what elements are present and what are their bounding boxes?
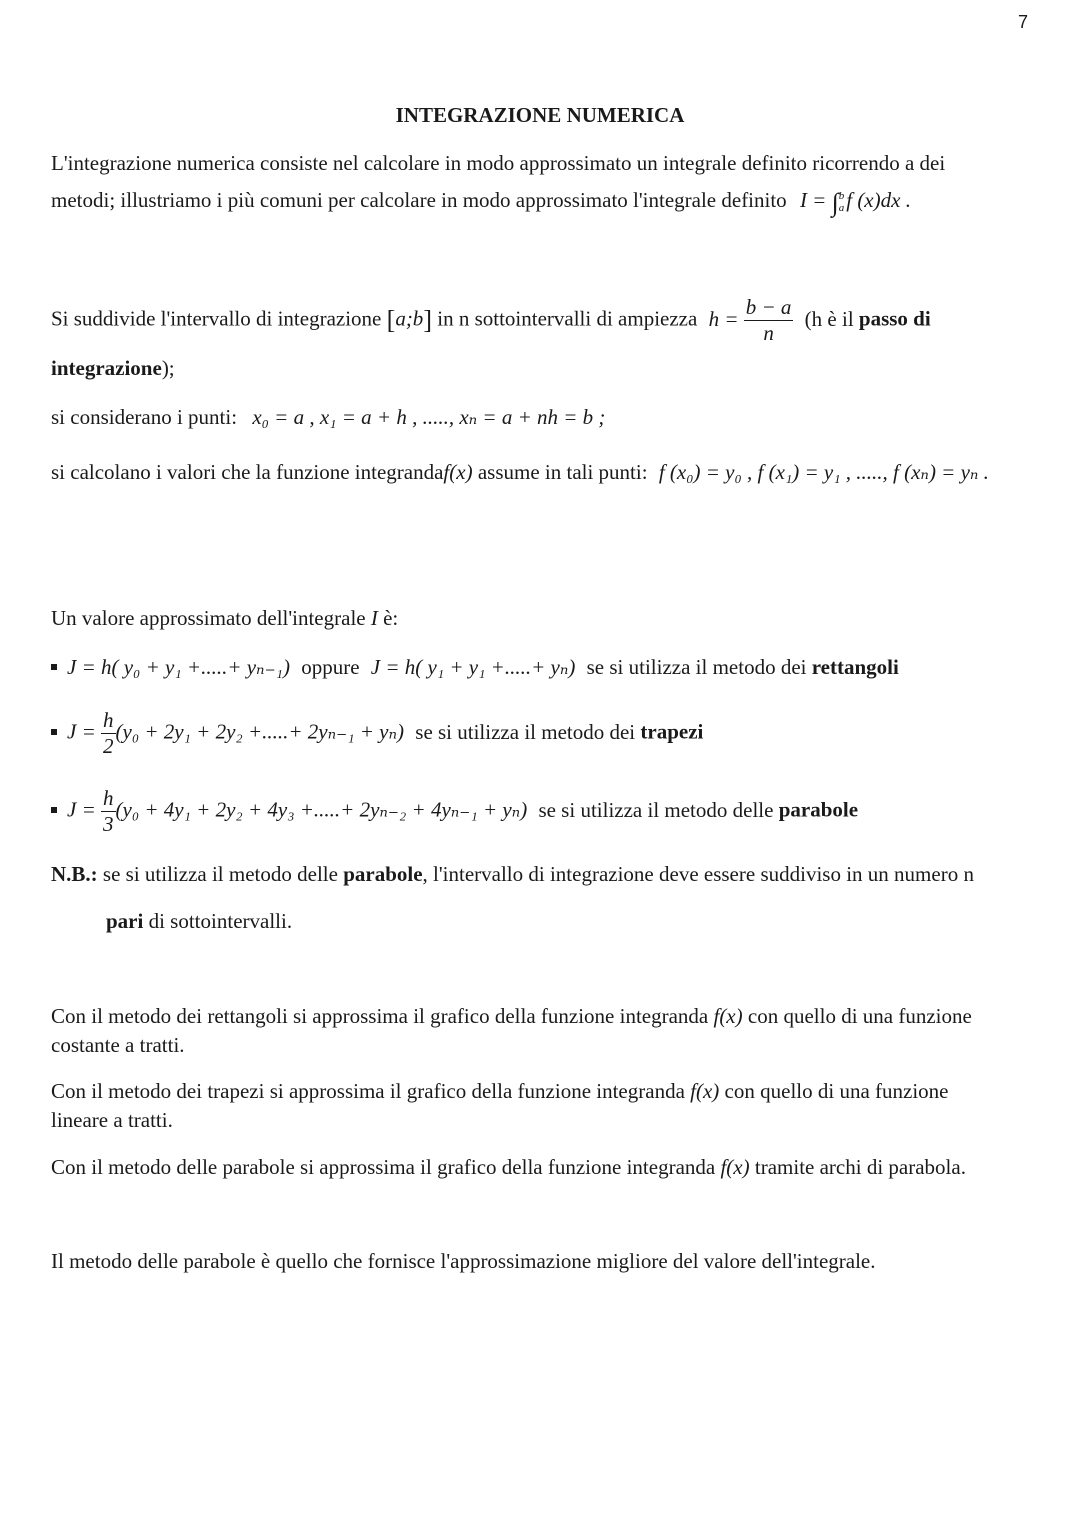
subdivide-text-3: (h è il [804,306,854,331]
explain-p2-line1: Con il metodo dei trapezi si approssima il grafico della funzione integranda f(x) con quello di una funzione [51,1079,949,1103]
page-title: INTEGRAZIONE NUMERICA [395,103,685,127]
conclusion: Il metodo delle parabole è quello che fornisce l'approssimazione migliore del valore dell'integrale. [51,1249,876,1273]
values-text-2: assume in tali punti: [477,460,648,484]
bullet-icon [51,807,57,813]
intro-text: metodi; illustriamo i più comuni per calcolare in modo approssimato l'integrale definito [51,188,787,212]
page-number: 7 [1017,12,1028,32]
method-fraction-num: h [101,786,116,812]
interval: a;b [395,306,424,331]
bullet-icon [51,664,57,670]
intro-line-2 [51,188,911,218]
method-text: se si utilizza il metodo delle [538,797,774,822]
method-lhs: J = [67,719,96,744]
method-rettangoli [51,655,899,680]
nb-line-1: N.B.: se si utilizza il metodo delle parabole, l'intervallo di integrazione deve essere suddiviso in un numero n [51,862,974,886]
points-text: si considerano i punti: [51,405,238,429]
method-formula: J = h( y₀ + y₁ +.....+ yₙ₋₁) [67,655,290,679]
explain-p1-line1: Con il metodo dei rettangoli si approssima il grafico della funzione integranda f(x) con quello di una funzione [51,1004,972,1028]
method-fraction [101,708,116,759]
passo-label-1: passo di [858,306,931,331]
explain-p1-line2: costante a tratti. [51,1033,185,1057]
subdivide-line-2: integrazione); [51,356,175,380]
subdivide-line: Si suddivide l'intervallo di integrazione [a;b] in n sottointervalli di ampiezza h = $\frac{b - a}{n}$ (h è il passo di [51,295,931,346]
h-fraction-den: n [763,321,774,346]
nb-line-2: pari di sottointervalli. [106,909,293,933]
method-parabole [51,786,858,837]
points-line [51,405,605,430]
subdivide-text-2: in n sottointervalli di ampiezza [437,306,698,331]
h-fraction-num: b − a [744,295,794,321]
passo-label-2: integrazione [51,356,162,380]
points-formula: x₀ = a , x₁ = a + h , ....., xₙ = a + nh = b ; [252,405,606,429]
approx-I: I [370,606,378,630]
explain-p2-line2: lineare a tratti. [51,1108,173,1132]
h-fraction [744,295,794,346]
values-fx: f(x) [443,460,473,484]
values-line [51,460,989,485]
method-formula: (y₀ + 4y₁ + 2y₂ + 4y₃ +.....+ 2yₙ₋₂ + 4yₙ₋₁ + yₙ) [115,797,528,822]
integral-lhs: I = [799,188,827,212]
method-connector: oppure [301,655,360,679]
explain-p3: Con il metodo delle parabole si approssima il grafico della funzione integranda f(x) tramite archi di parabola. [51,1155,966,1179]
h-equals: h = [708,306,739,331]
method-formula: (y₀ + 2y₁ + 2y₂ +.....+ 2yₙ₋₁ + yₙ) [115,719,405,744]
method-fraction-den: 2 [103,734,114,759]
approx-heading: Un valore approssimato dell'integrale I è: [51,606,399,630]
method-text: se si utilizza il metodo dei [415,719,636,744]
method-lhs: J = [67,797,96,822]
method-name: trapezi [640,719,704,744]
integral-formula [799,188,911,217]
integral-body: f (x)dx . [846,188,911,212]
method-name: rettangoli [811,655,899,679]
nb-bold: parabole [343,862,423,886]
subdivide-text-1: Si suddivide l'intervallo di integrazione [51,306,382,331]
method-text: se si utilizza il metodo dei [586,655,807,679]
method-fraction-num: h [101,708,116,734]
method-name: parabole [778,797,859,822]
nb-bold-2: pari [106,909,144,933]
integral-sign-icon: ∫ [831,188,839,217]
method-formula-2: J = h( y₁ + y₁ +.....+ yₙ) [370,655,576,679]
nb-label: N.B.: [51,862,98,886]
limit-upper: b [838,190,845,203]
limit-lower: a [838,202,845,215]
method-fraction [101,786,116,837]
method-trapezi [51,708,703,759]
intro-line-1: L'integrazione numerica consiste nel calcolare in modo approssimato un integrale definito ricorrendo a dei [51,151,946,175]
method-fraction-den: 3 [103,812,114,837]
values-formula: f (x₀) = y₀ , f (x₁) = y₁ , ....., f (xₙ) = yₙ . [658,460,989,484]
values-text-1: si calcolano i valori che la funzione integranda [51,460,444,484]
integral-limits [839,190,845,214]
bullet-icon [51,729,57,735]
